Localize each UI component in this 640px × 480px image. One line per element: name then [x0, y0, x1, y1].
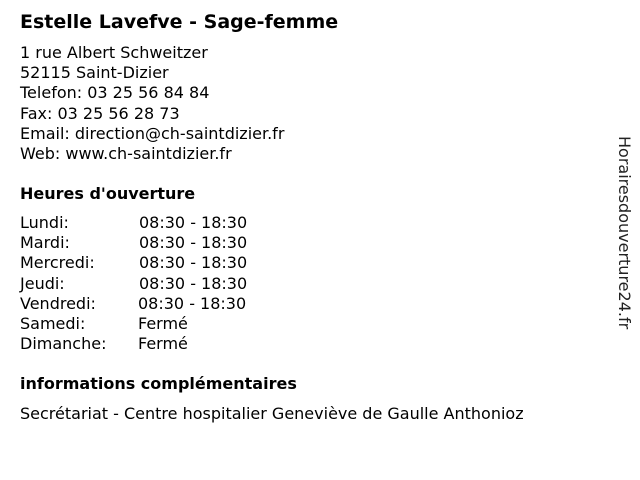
hours-time: 08:30 - 18:30 [139, 273, 248, 293]
hours-day: Dimanche: [20, 334, 107, 354]
site-watermark: Horairesdouverture24.fr [615, 136, 634, 330]
address-city: 52115 Saint-Dizier [20, 63, 169, 83]
fax-line: Fax: 03 25 56 28 73 [20, 103, 180, 123]
hours-day: Samedi: [20, 313, 86, 333]
phone-line: Telefon: 03 25 56 84 84 [20, 83, 210, 103]
page-title: Estelle Lavefve - Sage-femme [20, 11, 339, 33]
hours-day: Lundi: [20, 213, 69, 232]
opening-hours-heading: Heures d'ouverture [20, 184, 196, 203]
additional-info-text: Secrétariat - Centre hospitalier Geneviève de Gaulle Anthonioz [20, 404, 524, 423]
hours-day: Vendredi: [20, 293, 96, 313]
additional-info-heading: informations complémentaires [20, 374, 297, 393]
hours-day: Jeudi: [20, 273, 65, 293]
hours-time: Fermé [138, 334, 188, 354]
hours-time: 08:30 - 18:30 [139, 213, 248, 232]
hours-day: Mardi: [20, 233, 70, 253]
hours-time: 08:30 - 18:30 [139, 233, 248, 253]
address-street: 1 rue Albert Schweitzer [20, 43, 208, 62]
hours-day: Mercredi: [20, 253, 95, 273]
web-line: Web: www.ch-saintdizier.fr [20, 143, 232, 163]
hours-time: 08:30 - 18:30 [138, 293, 247, 313]
hours-time: Fermé [138, 313, 188, 333]
email-line: Email: direction@ch-saintdizier.fr [20, 123, 285, 143]
hours-time: 08:30 - 18:30 [139, 253, 248, 273]
contact-block [20, 43, 284, 164]
